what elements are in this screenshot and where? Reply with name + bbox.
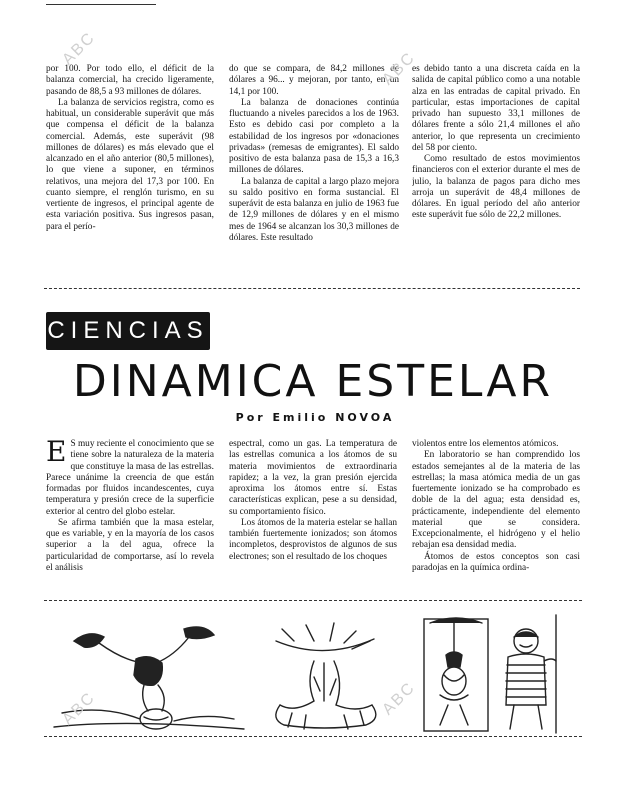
paragraph: Se afirma también que la masa estelar, que es variable, y en la mayoría de los casos superior a la del agua, ofrece la particularidad de comportarse, así lo revela el análisis — [46, 517, 214, 573]
paragraph: espectral, como un gas. La temperatura de las estrellas comunica a los átomos de su materia movimientos de extraordinaria rapidez; a la vez, la gran presión ejercida aproxima los átomos entre sí. Estas características explican, pese a su densidad, su comportamiento físico. — [229, 439, 397, 517]
paragraph: E S muy reciente el conocimiento que se tiene sobre la naturaleza de la materia que constituye la masa de las estrellas. Parece unánime la creencia de que están formadas por fluidos incandescentes, cuya temperatura y presión crece de la superficie exterior al centro del globo estelar. — [46, 439, 214, 517]
article-column-2 — [229, 439, 397, 589]
splash-figure — [276, 623, 376, 729]
cartoon-strip — [44, 600, 582, 737]
watermark: ABC — [379, 678, 419, 719]
top-rule — [46, 4, 156, 5]
paragraph: violentos entre los elementos atómicos. — [412, 439, 559, 449]
section-divider — [44, 288, 580, 289]
top-article-column-1 — [46, 64, 214, 274]
paragraph: La balanza de servicios registra, como es habitual, un considerable superávit que más que compensa el déficit de la balanza comercial. Además, este superávit (98 millones de dólares) es más elevado que el alcanzado en el año anterior (80,5 millones), lo que viene a suponer, en términos relativos, una mejora del 17,3 por 100. En cuanto siempre, el renglón turismo, en su vertiente de ingresos, el principal agente de esta variación positiva. Sus ingresos pasan, para el perío- — [46, 97, 214, 232]
paragraph: La balanza de capital a largo plazo mejora su saldo positivo en forma sustancial. El superávit de esta balanza en julio de 1963 fue de 12,9 millones de dólares y en el mismo mes de 1964 se alcanzan los 30,3 millones de dólares. Este resultado — [229, 176, 399, 243]
paragraph: do que se compara, de 84,2 millones de dólares a 96... y mejoran, por tanto, en un 14,1 por 100. — [229, 64, 399, 97]
paragraph: es debido tanto a una discreta caída en la salida de capital público como a una notable alza en las entradas de capital privado. En particular, estas importaciones de capital privado han supuesto 33,1 millones de dólares frente a sólo 21,4 millones el año anterior, lo que representa un crecimiento del 58 por ciento. — [412, 64, 580, 153]
watermark: ABC — [379, 48, 419, 89]
article-headline: DINAMICA ESTELAR — [72, 356, 554, 407]
paragraph: La balanza de donaciones continúa fluctuando a niveles parecidos a los de 1963. Esto es debido casi por completo a la estabilidad de los ingresos por «donaciones privadas» (remesas de emigrantes). El saldo positivo de esta balanza pasa de 15,3 a 16,3 millones de dólares. — [229, 97, 399, 176]
drop-cap: E — [46, 439, 67, 468]
cartoon-drawing — [44, 601, 582, 736]
paragraph: En laboratorio se han comprendido los estados semejantes al de la materia de las estrellas; la masa atómica media de un gas fuertemente ionizado se ha comprobado es doble de la del agua; esta densidad es, prácticamente, independiente del elemento material que se considera. Excepcionalmente, el hidrógeno y el helio rebajan esa densidad media. — [412, 450, 580, 551]
hanging-scene — [424, 615, 556, 733]
paragraph: por 100. Por todo ello, el déficit de la balanza comercial, ha crecido ligeramente, pasando de 88,5 a 93 millones de dólares. — [46, 64, 214, 97]
article-byline: Por Emilio NOVOA — [235, 411, 395, 424]
article-column-3 — [412, 439, 580, 589]
top-article-column-2 — [229, 64, 399, 274]
paragraph: Los átomos de la materia estelar se hallan también fuertemente ionizados; son átomos incompletos, desprovistos de algunos de sus electrones; son el resultado de los choques — [229, 517, 397, 562]
top-article-column-3 — [412, 64, 580, 274]
watermark: ABC — [59, 28, 99, 69]
paragraph: Como resultado de estos movimientos financieros con el exterior durante el mes de julio, la balanza de pagos para dicho mes arroja un superávit de 48,4 millones de dólares. En igual período del año anterior este superávit fue sólo de 22,2 millones. — [412, 154, 580, 221]
article-column-1 — [46, 439, 214, 589]
section-label: CIENCIAS — [46, 312, 210, 350]
watermark: ABC — [59, 688, 99, 729]
paragraph: Átomos de estos conceptos son casi paradojas en la química ordina- — [412, 551, 580, 573]
